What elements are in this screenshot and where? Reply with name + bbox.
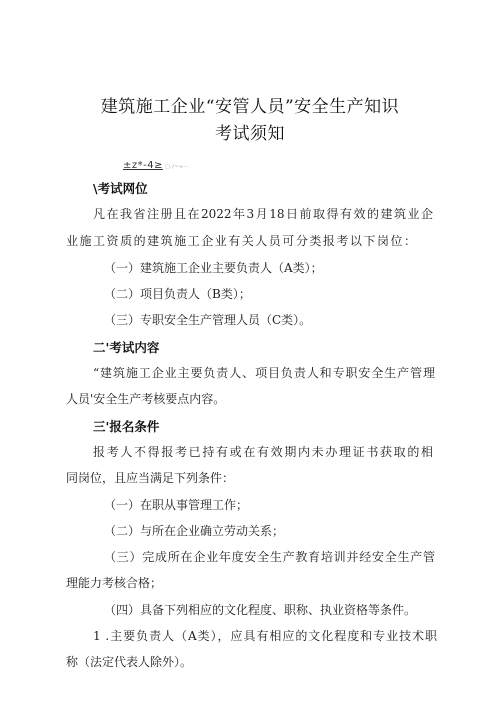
paragraph-line: 人员'安全生产考核要点内容。 <box>66 392 226 406</box>
list-item: （三）专职安全生产管理人员（C类）。 <box>104 313 312 327</box>
list-item: （二）与所在企业确立劳动关系； <box>104 524 285 538</box>
list-item: （三）完成所在企业年度安全生产教育培训并经安全生产管 <box>104 550 435 564</box>
handwritten-scribble <box>123 160 188 171</box>
section-heading-exam-positions: \考试网位 <box>93 181 148 196</box>
paragraph-line: 凡在我省注册且在2022年3月18日前取得有效的建筑业企 <box>93 207 433 221</box>
scribble-main-text: ±z*-4≥ <box>123 160 163 171</box>
scribble-small-text: □·/~≈·- <box>164 164 189 170</box>
paragraph-line: 报考人不得报考已持有或在有效期内未办理证书获取的相 <box>93 445 433 459</box>
paragraph-line: 业施工资质的建筑施工企业有关人员可分类报考以下岗位： <box>66 234 416 248</box>
document-title-line2: 考试须知 <box>215 124 285 144</box>
list-item: （四）具备下列相应的文化程度、职称、执业资格等条件。 <box>104 603 417 617</box>
list-item: （一）建筑施工企业主要负责人（A类）； <box>104 261 323 275</box>
list-item: （二）项目负责人（B类）； <box>104 287 251 301</box>
paragraph-line: “建筑施工企业主要负责人、项目负责人和专职安全生产管理 <box>93 366 435 380</box>
document-title-line1: 建筑施工企业“安管人员”安全生产知识 <box>100 97 400 117</box>
sub-item: 1 .主要负责人（A类），应具有相应的文化程度和专业技术职 <box>93 629 437 643</box>
list-item-continuation: 理能力考核合格； <box>66 576 163 590</box>
sub-item-continuation: 称（法定代表人除外）。 <box>66 655 193 669</box>
section-heading-registration-conditions: 三'报名条件 <box>93 419 160 434</box>
section-heading-exam-content: 二'考试内容 <box>93 340 160 355</box>
paragraph-line: 同岗位，且应当满足下列条件： <box>66 471 235 485</box>
list-item: （一）在职从事管理工作； <box>104 498 249 512</box>
